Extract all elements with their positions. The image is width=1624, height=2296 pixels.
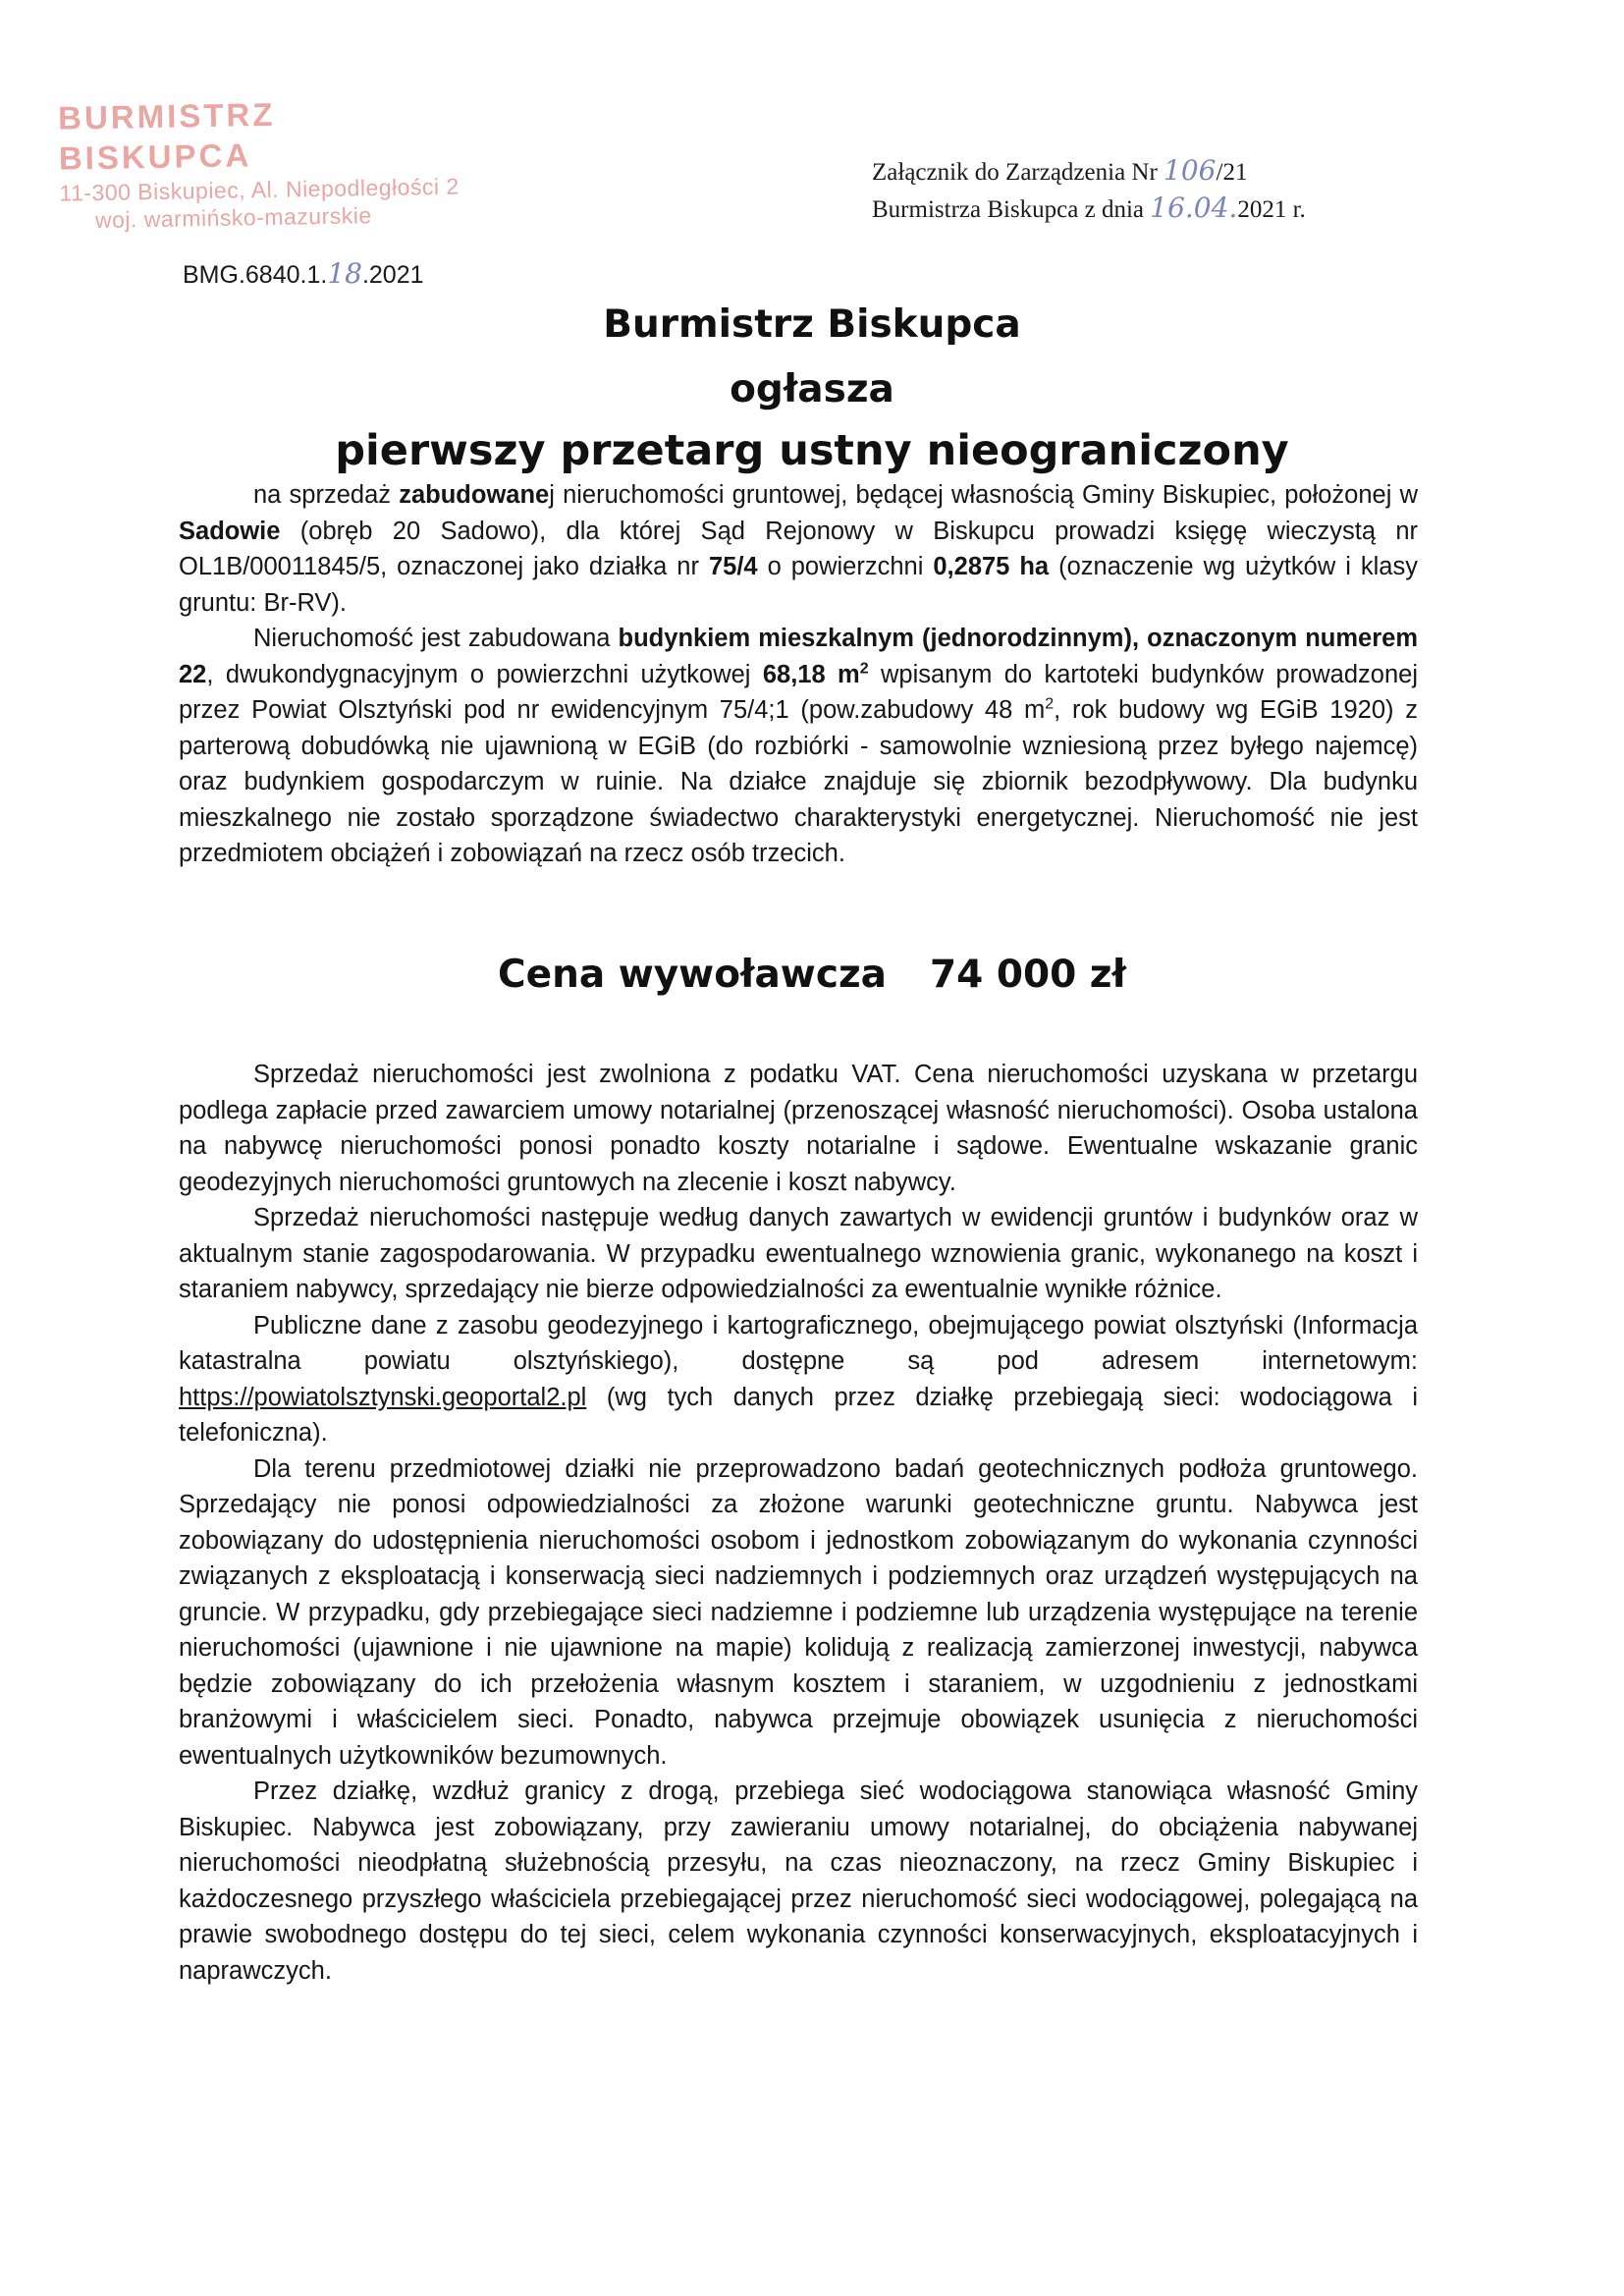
usable-area-value: 68,18 m	[762, 660, 860, 688]
geoportal-paragraph	[179, 1308, 1418, 1451]
reference-suffix: .2021	[361, 261, 424, 289]
easement-paragraph: Przez działkę, wzdłuż granicy z drogą, przebiega sieć wodociągowa stanowiąca własność Gminy Biskupiec. Nabywca jest zobowiązany, przy zawieraniu umowy notarialnej, do obciążenia nabywanej nieruchomości nieodpłatną służebnością przesyłu, na czas nieoznaczony, na rzecz Gminy Biskupiec i każdoczesnego przyszłego właściciela przebiegającej przez nieruchomość sieci wodociągowej, polegającą na prawie swobodnego dostępu do tej sieci, celem wykonania czynności konserwacyjnych, eksploatacyjnych i naprawczych.	[179, 1777, 1418, 1985]
building-bold-type: budynkiem mieszkalnym (jednorodzinnym), oznaczonym numerem 22	[179, 625, 1419, 688]
stamp-line-1: BURMISTRZ BISKUPCA	[57, 95, 276, 177]
intro-text: o powierzchni	[757, 553, 934, 580]
intro-text: (obręb 20 Sadowo), dla której Sąd Rejonowy w Biskupcu prowadzi księgę wieczystą nr OL1B/00011845/5, oznaczonej jako działka nr	[179, 517, 1418, 580]
geotechnical-paragraph: Dla terenu przedmiotowej działki nie przeprowadzono badań geotechnicznych podłoża gruntowego. Sprzedający nie ponosi odpowiedzialności za złożone warunki geotechniczne gruntu. Nabywca jest zobowiązany do udostępnienia nieruchomości osobom i jednostkom zobowiązanym do wykonania czynności związanych z eksploatacją i konserwacją sieci nadziemnych i podziemnych oraz urządzeń występujących na gruncie. W przypadku, gdy przebiegające sieci nadziemne i podziemne lub urządzenia występujące na terenie nieruchomości (ujawnione i nie ujawnione na mapie) kolidują z realizacją zamierzonej inwestycji, nabywca będzie zobowiązany do ich przełożenia własnym kosztem i staraniem, w uzgodnieniu z jednostkami branżowymi i właścicielem sieci. Ponadto, nabywca przejmuje obowiązek usunięcia z nieruchomości ewentualnych użytkowników bezumownych.	[179, 1454, 1418, 1770]
stamp-line-2: 11-300 Biskupiec, Al. Niepodległości 2	[59, 173, 460, 206]
attachment-date-label: Burmistrza Biskupca z dnia	[872, 196, 1151, 223]
stamp-line-3: woj. warmińsko-mazurskie	[94, 202, 372, 234]
vat-paragraph: Sprzedaż nieruchomości jest zwolniona z podatku VAT. Cena nieruchomości uzyskana w przetargu podlega zapłacie przed zawarciem umowy notarialnej (przenoszącej własność nieruchomości). Osoba ustalona na nabywcę nieruchomości ponosi ponadto koszty notarialne i sądowe. Ewentualne wskazanie granic geodezyjnych nieruchomości gruntowych na zlecenie i koszt nabywcy.	[179, 1061, 1418, 1196]
attachment-line-1	[872, 153, 1306, 191]
built-area-unit-sup: 2	[1045, 695, 1055, 713]
attachment-date-year: 2021 r.	[1237, 196, 1306, 223]
heading-tender-type: pierwszy przetarg ustny nieograniczony	[335, 426, 1289, 475]
attachment-year: /21	[1216, 159, 1248, 186]
handwritten-reference: 18	[327, 257, 362, 290]
building-paragraph	[179, 621, 1418, 872]
starting-price	[0, 953, 1624, 997]
geoportal-link[interactable]: https://powiatolsztynski.geoportal2.pl	[179, 1383, 587, 1411]
intro-bold-location: Sadowie	[179, 517, 281, 545]
geoportal-text: Publiczne dane z zasobu geodezyjnego i kartograficznego, obejmującego powiat olsztyński (Informacja katastralna powiatu olsztyńskiego), dostępne są pod adresem internetowym:	[179, 1311, 1418, 1375]
geoportal-text: (wg tych danych przez działkę przebiegają sieci: wodociągowa i telefoniczna).	[179, 1383, 1418, 1447]
attachment-label: Załącznik do Zarządzenia Nr	[872, 159, 1164, 186]
intro-text: na sprzedaż	[253, 481, 400, 509]
intro-text: (oznaczenie wg użytków i klasy gruntu: Br-RV).	[179, 553, 1418, 617]
price-label: Cena wywoławcza	[498, 953, 887, 997]
registry-paragraph: Sprzedaż nieruchomości następuje według danych zawartych w ewidencji gruntów i budynków oraz w aktualnym stanie zagospodarowania. W przypadku ewentualnego wznowienia granic, wykonanego na koszt i staraniem nabywcy, sprzedający nie bierze odpowiedzialności za ewentualnie wynikłe różnice.	[179, 1204, 1418, 1303]
intro-bold-built: zabudowane	[399, 481, 550, 509]
handwritten-order-number: 106	[1164, 154, 1217, 187]
office-stamp	[58, 90, 472, 235]
attachment-note	[872, 153, 1306, 228]
intro-paragraph	[179, 477, 1418, 621]
terms-section	[179, 1057, 1418, 1989]
property-description	[179, 477, 1418, 872]
building-text: Nieruchomość jest zabudowana	[253, 625, 619, 652]
building-text: , rok budowy wg EGiB 1920) z parterową dobudówką nie ujawnioną w EGiB (do rozbiórki - samowolnie wzniesioną przez byłego najemcę) oraz budynkiem gospodarczym w ruinie. Na działce znajduje się zbiornik bezodpływowy. Dla budynku mieszkalnego nie zostało sporządzone świadectwo charakterystyki energetycznej. Nieruchomość nie jest przedmiotem obciążeń i zobowiązań na rzecz osób trzecich.	[179, 696, 1418, 867]
handwritten-date: 16.04.	[1150, 191, 1238, 224]
usable-area-unit-sup: 2	[859, 660, 869, 677]
reference-number	[183, 257, 424, 290]
heading-issuer: Burmistrz Biskupca	[603, 302, 1021, 347]
intro-text: j nieruchomości gruntowej, będącej własnością Gminy Biskupiec, położonej w	[549, 481, 1418, 509]
reference-prefix: BMG.6840.1.	[183, 261, 328, 289]
price-amount: 74 000 zł	[929, 953, 1126, 997]
building-text: , dwukondygnacyjnym o powierzchni użytkowej	[206, 660, 763, 688]
attachment-line-2	[872, 191, 1306, 228]
building-text: wpisanym do kartoteki budynków prowadzonej przez Powiat Olsztyński pod nr ewidencyjnym 75/4;1 (pow.zabudowy 48 m	[179, 660, 1418, 724]
building-bold-usable-area	[763, 661, 869, 688]
intro-bold-area: 0,2875 ha	[933, 553, 1050, 580]
heading-announces: ogłasza	[730, 367, 894, 411]
intro-bold-plot: 75/4	[708, 553, 758, 580]
